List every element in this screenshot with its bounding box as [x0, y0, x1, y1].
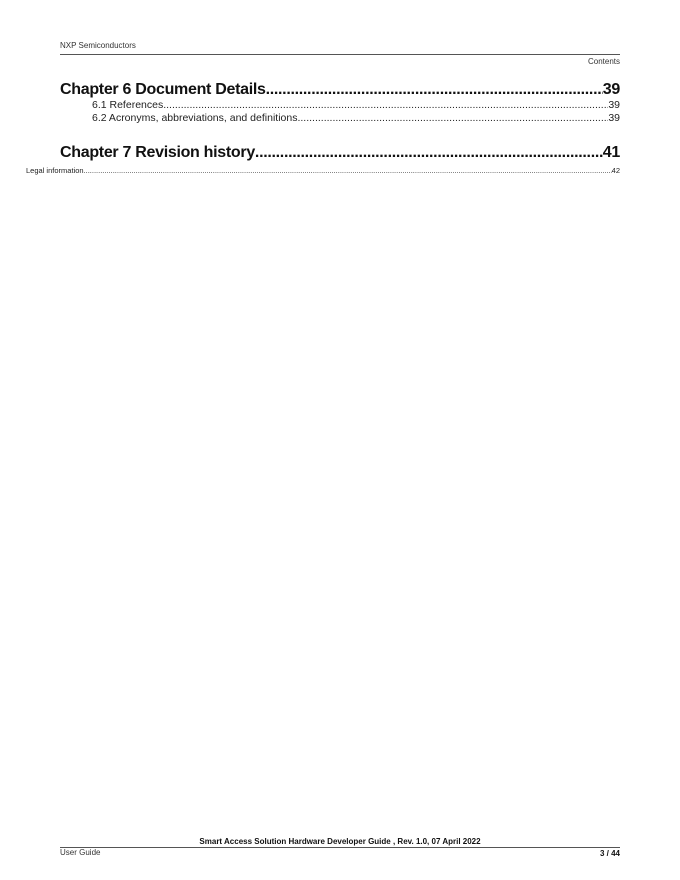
header-section-name: Contents [587, 57, 620, 66]
footer-document-title: Smart Access Solution Hardware Developer Guide , Rev. 1.0, 07 April 2022 [199, 837, 481, 846]
toc-entry-page: 39 [602, 81, 620, 98]
header-divider [60, 54, 620, 55]
toc-leader-dots [163, 99, 608, 111]
toc-entry-title: Chapter 7 Revision history [60, 144, 255, 161]
toc-entry-chapter-6[interactable] [60, 81, 620, 99]
footer-document-type: User Guide [60, 848, 101, 857]
footer-page-number: 3 / 44 [599, 849, 620, 858]
toc-leader-dots [266, 81, 603, 99]
toc-entry-title: Chapter 6 Document Details [60, 81, 266, 98]
footer-divider [60, 847, 620, 848]
toc-entry-page: 39 [608, 99, 620, 111]
toc-entry-section-6-2[interactable] [92, 112, 620, 124]
toc-entry-page: 41 [602, 144, 620, 161]
toc-entry-legal-information[interactable] [26, 166, 620, 175]
toc-leader-dots [297, 112, 608, 124]
toc-entry-chapter-7[interactable] [60, 144, 620, 162]
toc-entry-page: 42 [611, 166, 620, 175]
toc-entry-title: Legal information [26, 166, 84, 175]
toc-entry-section-6-1[interactable] [92, 99, 620, 111]
toc-leader-dots [84, 166, 612, 175]
header-company: NXP Semiconductors [60, 41, 136, 50]
toc-entry-page: 39 [608, 112, 620, 124]
toc-leader-dots [255, 144, 603, 162]
toc-entry-title: 6.2 Acronyms, abbreviations, and definitions [92, 112, 298, 124]
toc-entry-title: 6.1 References [92, 99, 164, 111]
